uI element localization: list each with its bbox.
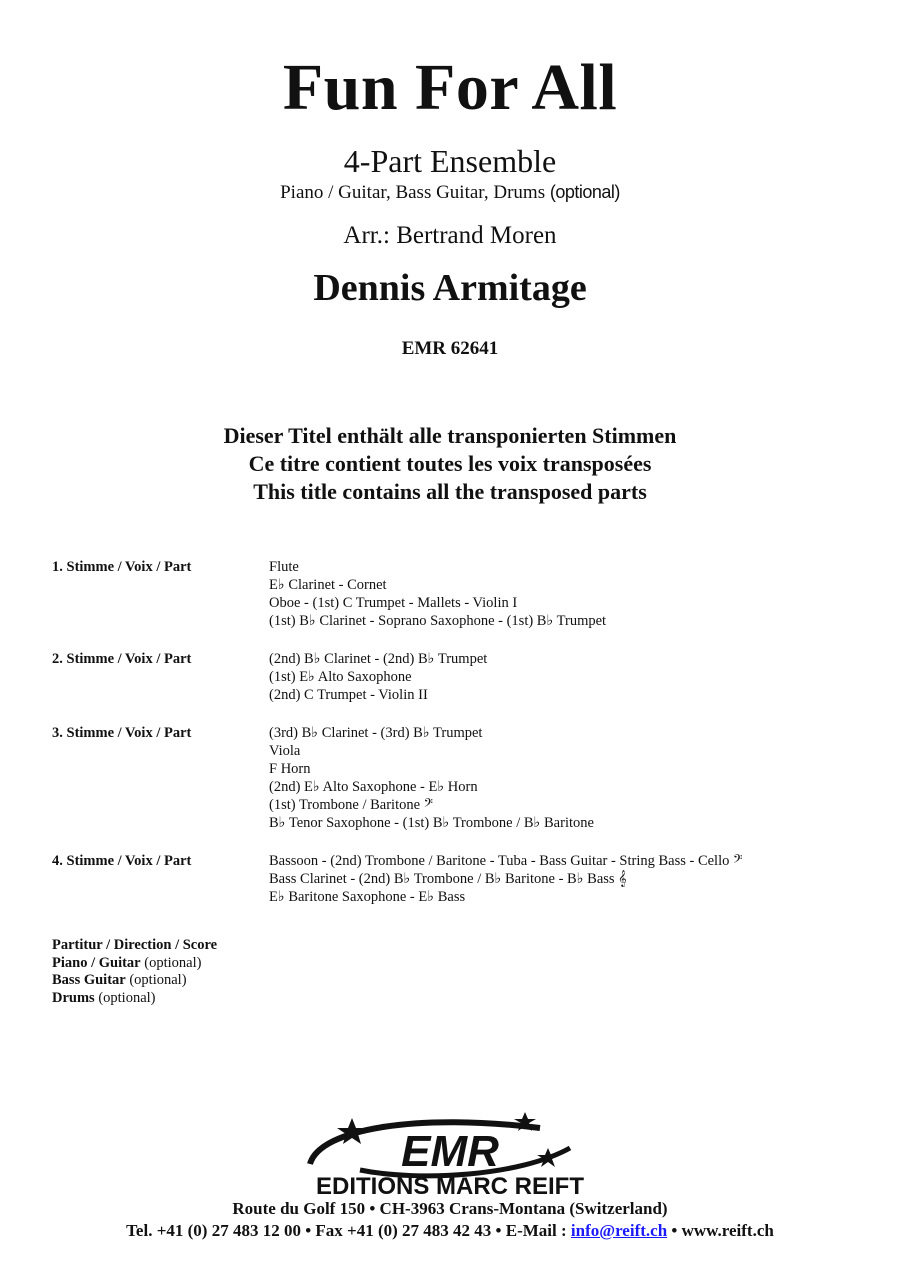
catalog-code: EMR 62641 (401, 338, 499, 359)
part-group-4 (52, 852, 852, 906)
instrument-line: F Horn (269, 761, 311, 777)
note-en: This title contains all the transposed parts (253, 479, 647, 504)
part-group-3 (52, 724, 852, 832)
composer: Dennis Armitage (313, 267, 587, 309)
instrumentation-list: Piano / Guitar, Bass Guitar, Drums (280, 182, 546, 203)
instrument-line: Bassoon - (2nd) Trombone / Baritone - Tuba - Bass Guitar - String Bass - Cello 𝄢 (269, 853, 743, 869)
instrument-line: E♭ Clarinet - Cornet (269, 577, 387, 593)
part-instruments (269, 558, 606, 630)
instrument-line: Viola (269, 743, 301, 759)
publisher-address: Route du Golf 150 • CH-3963 Crans-Montana (Switzerland) (232, 1199, 668, 1218)
logo-text: EMR (401, 1127, 499, 1176)
note-de: Dieser Titel enthält alle transponierten Stimmen (223, 423, 677, 448)
instrument-line: Flute (269, 559, 299, 575)
instrumentation-optional: (optional) (549, 182, 620, 202)
publisher-contact (0, 1198, 900, 1242)
instrument-line: (2nd) B♭ Clarinet - (2nd) B♭ Trumpet (269, 651, 488, 667)
instrument-line: (2nd) E♭ Alto Saxophone - E♭ Horn (269, 779, 478, 795)
score-item: Partitur / Direction / Score (52, 937, 218, 953)
score-item: Piano / Guitar (optional) (52, 954, 202, 971)
instrument-line: Oboe - (1st) C Trumpet - Mallets - Violin I (269, 595, 518, 611)
part-label: 2. Stimme / Voix / Part (52, 651, 192, 667)
instrument-line: (1st) Trombone / Baritone 𝄢 (269, 797, 433, 813)
part-instruments (269, 724, 594, 832)
part-group-2 (52, 650, 852, 704)
instrument-line: Bass Clarinet - (2nd) B♭ Trombone / B♭ Baritone - B♭ Bass 𝄞 (269, 871, 627, 887)
score-item: Bass Guitar (optional) (52, 972, 187, 988)
score-list (52, 937, 217, 1007)
contact-line: Tel. +41 (0) 27 483 12 00 • Fax +41 (0) 27 483 42 43 • E-Mail : info@reift.ch • www.reift.ch (126, 1221, 774, 1240)
parts-list (52, 558, 852, 926)
part-label: 3. Stimme / Voix / Part (52, 725, 192, 741)
instrument-line: B♭ Tenor Saxophone - (1st) B♭ Trombone / B♭ Baritone (269, 815, 594, 831)
score-item: Drums (optional) (52, 989, 156, 1006)
part-instruments (269, 650, 487, 704)
transposition-notes (0, 422, 900, 506)
part-label: 1. Stimme / Voix / Part (52, 559, 192, 575)
instrumentation (0, 182, 900, 204)
instrument-line: (1st) E♭ Alto Saxophone (269, 669, 412, 685)
part-label: 4. Stimme / Voix / Part (52, 853, 192, 869)
publisher-name: EDITIONS MARC REIFT (316, 1173, 584, 1198)
publisher-logo (300, 1108, 600, 1198)
part-group-1 (52, 558, 852, 630)
part-instruments (269, 852, 742, 906)
subtitle: 4-Part Ensemble (343, 143, 557, 179)
note-fr: Ce titre contient toutes les voix transposées (248, 451, 652, 476)
instrument-line: (1st) B♭ Clarinet - Soprano Saxophone - (1st) B♭ Trumpet (269, 613, 607, 629)
instrument-line: (3rd) B♭ Clarinet - (3rd) B♭ Trumpet (269, 725, 483, 741)
title: Fun For All (282, 51, 618, 124)
arranger: Arr.: Bertrand Moren (343, 222, 557, 249)
instrument-line: E♭ Baritone Saxophone - E♭ Bass (269, 889, 466, 905)
instrument-line: (2nd) C Trumpet - Violin II (269, 687, 428, 703)
email-link[interactable]: info@reift.ch (570, 1221, 668, 1240)
